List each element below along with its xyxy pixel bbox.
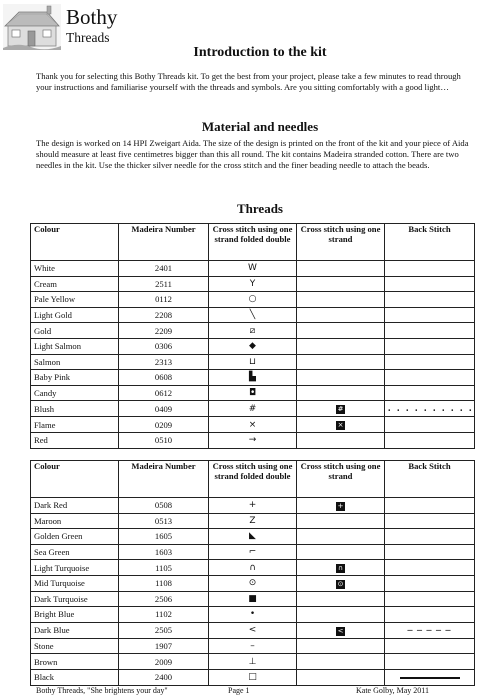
back-stitch-pattern: . . . . . . . . . . — [388, 403, 474, 415]
folded-symbol: ◣ — [209, 529, 297, 545]
table-row — [31, 513, 475, 529]
back-stitch-cell — [385, 544, 475, 560]
single-strand-cell — [297, 513, 385, 529]
folded-symbol: × — [209, 417, 297, 433]
single-strand-cell — [297, 607, 385, 623]
madeira-number: 0608 — [119, 370, 209, 386]
colour-name: Bright Blue — [31, 607, 119, 623]
single-strand-symbol: + — [337, 501, 344, 510]
back-stitch-cell — [385, 354, 475, 370]
madeira-number: 2009 — [119, 654, 209, 670]
back-stitch-cell — [385, 292, 475, 308]
single-strand-cell — [297, 401, 385, 417]
single-strand-symbol: × — [337, 421, 344, 430]
colour-name: Maroon — [31, 513, 119, 529]
table-row — [31, 338, 475, 354]
single-strand-symbol: # — [337, 405, 344, 414]
folded-symbol: ⌐ — [209, 544, 297, 560]
table-row — [31, 292, 475, 308]
single-strand-cell — [297, 432, 385, 448]
folded-symbol: ╲ — [209, 307, 297, 323]
madeira-number: 2511 — [119, 276, 209, 292]
colour-name: White — [31, 261, 119, 277]
table-row — [31, 591, 475, 607]
table-row — [31, 560, 475, 576]
table-row — [31, 607, 475, 623]
single-strand-symbol: < — [337, 626, 344, 635]
col-one-strand: Cross stitch using one strand — [297, 224, 385, 261]
table-row — [31, 638, 475, 654]
single-strand-cell — [297, 323, 385, 339]
madeira-number: 0209 — [119, 417, 209, 433]
madeira-number: 2506 — [119, 591, 209, 607]
colour-name: Flame — [31, 417, 119, 433]
materials-paragraph: The design is worked on 14 HPI Zweigart Aida. The size of the design is printed on the front of the kit and your piece of Aida should measure at least five centimetres bigger than this all round. The kit contains Madeira stranded cotton. There are two needles in the kit. Use the thicker silver needle for the cross stitch and the finer beading needle to attach the beads. — [36, 138, 469, 171]
single-strand-cell — [297, 292, 385, 308]
single-strand-cell — [297, 261, 385, 277]
back-stitch-cell — [385, 307, 475, 323]
folded-symbol: □ — [209, 669, 297, 685]
folded-symbol: ⊙ — [209, 575, 297, 591]
colour-name: Salmon — [31, 354, 119, 370]
single-strand-cell — [297, 276, 385, 292]
folded-symbol: ▙ — [209, 370, 297, 386]
colour-name: Light Salmon — [31, 338, 119, 354]
folded-symbol: ∩ — [209, 560, 297, 576]
single-strand-symbol: ⊙ — [337, 579, 344, 588]
single-strand-cell — [297, 654, 385, 670]
colour-name: Light Gold — [31, 307, 119, 323]
madeira-number: 0513 — [119, 513, 209, 529]
col-back-stitch: Back Stitch — [385, 224, 475, 261]
folded-symbol: – — [209, 638, 297, 654]
colour-name: Black — [31, 669, 119, 685]
back-stitch-pattern: – – – – – — [407, 624, 452, 636]
back-stitch-cell — [385, 529, 475, 545]
col-folded-double: Cross stitch using one strand folded double — [209, 461, 297, 498]
bothy-cottage-logo — [3, 4, 61, 50]
table-row — [31, 529, 475, 545]
threads-heading: Threads — [237, 201, 283, 216]
table-row — [31, 544, 475, 560]
intro-paragraph: Thank you for selecting this Bothy Threads kit. To get the best from your project, please take a few minutes to read through your instructions and familiarise yourself with the threads and symbols. Are you sitting comfortably with a good light… — [36, 71, 461, 93]
brand-subname: Threads — [66, 30, 110, 45]
folded-symbol: ⊥ — [209, 654, 297, 670]
folded-symbol: Y — [209, 276, 297, 292]
footer-left: Bothy Threads, "She brightens your day" — [36, 686, 168, 695]
back-stitch-cell — [385, 370, 475, 386]
single-strand-cell — [297, 638, 385, 654]
table-row — [31, 261, 475, 277]
single-strand-cell — [297, 417, 385, 433]
table-header-row — [31, 461, 475, 498]
table-row — [31, 654, 475, 670]
col-colour: Colour — [31, 461, 119, 498]
back-stitch-cell — [385, 607, 475, 623]
single-strand-cell — [297, 385, 385, 401]
back-stitch-cell — [385, 654, 475, 670]
table-row — [31, 354, 475, 370]
table-row — [31, 401, 475, 417]
colour-name: Gold — [31, 323, 119, 339]
back-stitch-solid-line — [400, 677, 460, 679]
madeira-number: 2209 — [119, 323, 209, 339]
folded-symbol: • — [209, 607, 297, 623]
colour-name: Golden Green — [31, 529, 119, 545]
col-madeira-number: Madeira Number — [119, 224, 209, 261]
single-strand-cell — [297, 560, 385, 576]
colour-name: Dark Blue — [31, 622, 119, 638]
madeira-number: 1102 — [119, 607, 209, 623]
colour-name: Stone — [31, 638, 119, 654]
folded-symbol: ○ — [209, 292, 297, 308]
madeira-number: 0510 — [119, 432, 209, 448]
single-strand-symbol: ∩ — [337, 564, 344, 573]
single-strand-cell — [297, 591, 385, 607]
back-stitch-cell — [385, 498, 475, 514]
madeira-number: 0306 — [119, 338, 209, 354]
madeira-number: 0508 — [119, 498, 209, 514]
back-stitch-cell — [385, 591, 475, 607]
page-footer — [36, 686, 466, 697]
single-strand-cell — [297, 354, 385, 370]
colour-name: Cream — [31, 276, 119, 292]
madeira-number: 1907 — [119, 638, 209, 654]
colour-name: Sea Green — [31, 544, 119, 560]
single-strand-cell — [297, 529, 385, 545]
table-row — [31, 669, 475, 685]
back-stitch-cell — [385, 622, 475, 638]
back-stitch-cell — [385, 323, 475, 339]
madeira-number: 0612 — [119, 385, 209, 401]
folded-symbol: ⊔ — [209, 354, 297, 370]
single-strand-cell — [297, 498, 385, 514]
back-stitch-cell — [385, 638, 475, 654]
folded-symbol: + — [209, 498, 297, 514]
back-stitch-cell — [385, 385, 475, 401]
colour-name: Light Turquoise — [31, 560, 119, 576]
back-stitch-cell — [385, 669, 475, 685]
back-stitch-cell — [385, 261, 475, 277]
table-row — [31, 323, 475, 339]
folded-symbol: ⧄ — [209, 323, 297, 339]
madeira-number: 0409 — [119, 401, 209, 417]
back-stitch-cell — [385, 575, 475, 591]
single-strand-cell — [297, 338, 385, 354]
madeira-number: 1605 — [119, 529, 209, 545]
single-strand-cell — [297, 669, 385, 685]
back-stitch-cell — [385, 338, 475, 354]
single-strand-cell — [297, 544, 385, 560]
colour-name: Dark Red — [31, 498, 119, 514]
table-row — [31, 276, 475, 292]
col-colour: Colour — [31, 224, 119, 261]
folded-symbol: Z — [209, 513, 297, 529]
madeira-number: 2208 — [119, 307, 209, 323]
madeira-number: 1603 — [119, 544, 209, 560]
table-row — [31, 432, 475, 448]
brand-name: Bothy — [66, 5, 118, 29]
col-folded-double: Cross stitch using one strand folded double — [209, 224, 297, 261]
page-header — [0, 0, 482, 60]
threads-table-2 — [30, 460, 475, 686]
single-strand-cell — [297, 622, 385, 638]
footer-page-number: Page 1 — [228, 686, 250, 695]
madeira-number: 2401 — [119, 261, 209, 277]
colour-name: Dark Turquoise — [31, 591, 119, 607]
table-row — [31, 575, 475, 591]
madeira-number: 2313 — [119, 354, 209, 370]
table-row — [31, 417, 475, 433]
single-strand-cell — [297, 575, 385, 591]
madeira-number: 2505 — [119, 622, 209, 638]
table-header-row — [31, 224, 475, 261]
madeira-number: 2400 — [119, 669, 209, 685]
colour-name: Blush — [31, 401, 119, 417]
folded-symbol: → — [209, 432, 297, 448]
table-row — [31, 370, 475, 386]
colour-name: Pale Yellow — [31, 292, 119, 308]
folded-symbol: ■ — [209, 591, 297, 607]
folded-symbol: # — [209, 401, 297, 417]
folded-symbol: W — [209, 261, 297, 277]
back-stitch-cell — [385, 513, 475, 529]
folded-symbol: < — [209, 622, 297, 638]
folded-symbol: ◘ — [209, 385, 297, 401]
madeira-number: 1105 — [119, 560, 209, 576]
back-stitch-cell — [385, 401, 475, 417]
back-stitch-cell — [385, 560, 475, 576]
colour-name: Red — [31, 432, 119, 448]
back-stitch-cell — [385, 417, 475, 433]
col-back-stitch: Back Stitch — [385, 461, 475, 498]
single-strand-cell — [297, 307, 385, 323]
table-row — [31, 622, 475, 638]
table-row — [31, 307, 475, 323]
colour-name: Brown — [31, 654, 119, 670]
colour-name: Baby Pink — [31, 370, 119, 386]
back-stitch-cell — [385, 432, 475, 448]
page-title: Introduction to the kit — [193, 45, 327, 60]
table-row — [31, 385, 475, 401]
table-row — [31, 498, 475, 514]
colour-name: Candy — [31, 385, 119, 401]
footer-author: Kate Golby, May 2011 — [356, 686, 429, 695]
back-stitch-cell — [385, 276, 475, 292]
materials-heading: Material and needles — [201, 119, 319, 134]
col-one-strand: Cross stitch using one strand — [297, 461, 385, 498]
threads-table-1 — [30, 223, 475, 449]
single-strand-cell — [297, 370, 385, 386]
col-madeira-number: Madeira Number — [119, 461, 209, 498]
madeira-number: 1108 — [119, 575, 209, 591]
madeira-number: 0112 — [119, 292, 209, 308]
colour-name: Mid Turquoise — [31, 575, 119, 591]
folded-symbol: ◆ — [209, 338, 297, 354]
